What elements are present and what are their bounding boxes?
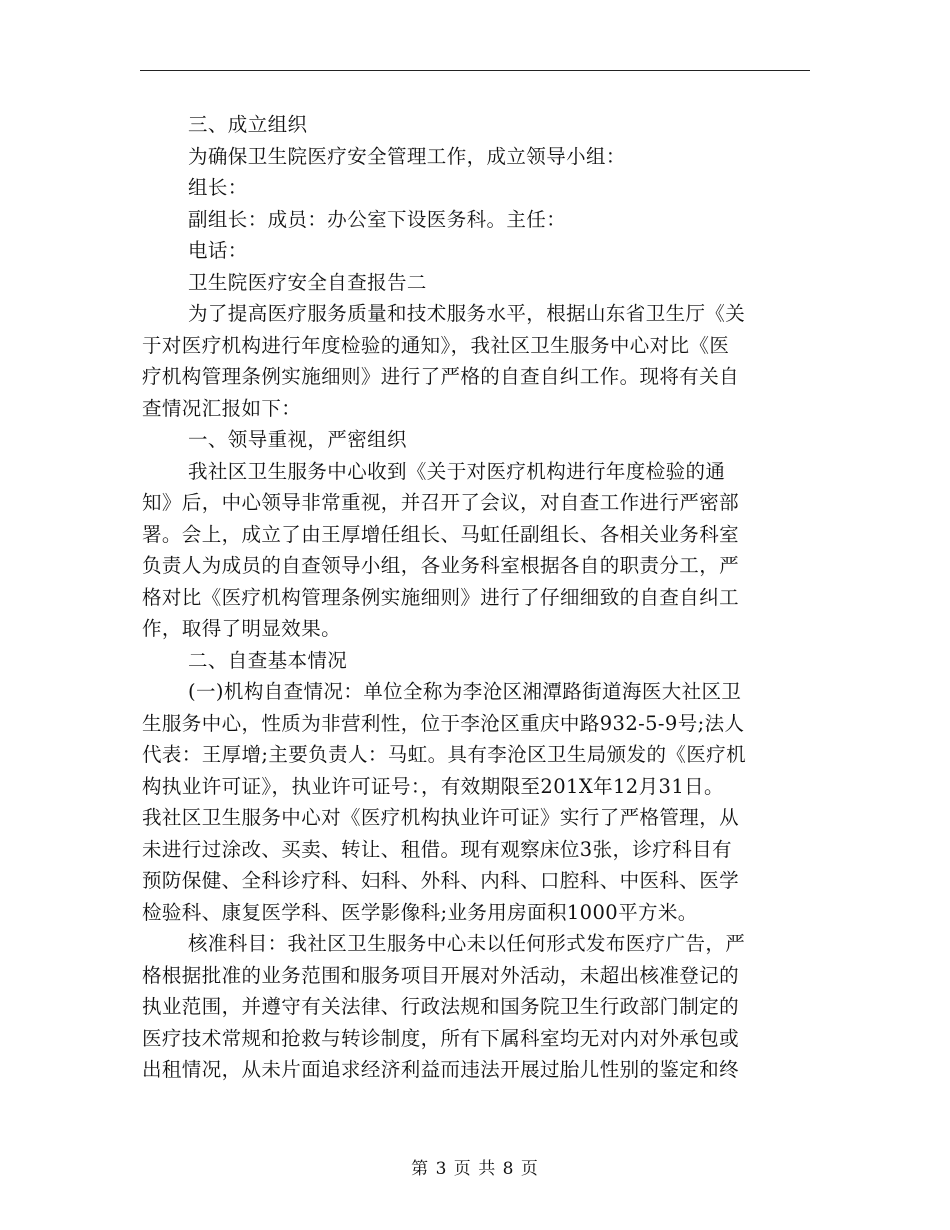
text-line: 代表：王厚增;主要负责人：马虹。具有李沧区卫生局颁发的《医疗机	[142, 743, 746, 766]
text-line: 格对比《医疗机构管理条例实施细则》进行了仔细细致的自查自纠工	[142, 585, 740, 609]
text-line: 医疗技术常规和抢救与转诊制度，所有下属科室均无对内对外承包或	[142, 1026, 740, 1050]
text-line: 我社区卫生服务中心对《医疗机构执业许可证》实行了严格管理，从	[142, 806, 740, 829]
text-line: 预防保健、全科诊疗科、妇科、外科、内科、口腔科、中医科、医学	[142, 869, 740, 892]
text-line: 知》后，中心领导非常重视，并召开了会议，对自查工作进行严密部	[142, 491, 740, 514]
document-body	[142, 109, 812, 1086]
text-line: 我社区卫生服务中心收到《关于对医疗机构进行年度检验的通	[188, 459, 726, 483]
text-line: (一)机构自查情况：单位全称为李沧区湘潭路街道海医大社区卫	[188, 680, 742, 703]
text-line: 为了提高医疗服务质量和技术服务水平，根据山东省卫生厅《关	[188, 302, 746, 325]
text-line: 疗机构管理条例实施细则》进行了严格的自查自纠工作。现将有关自	[142, 365, 740, 388]
text-line: 核准科目：我社区卫生服务中心未以任何形式发布医疗广告，严	[188, 932, 746, 955]
text-line: 电话：	[188, 239, 248, 262]
text-line: 负责人为成员的自查领导小组，各业务科室根据各自的职责分工，严	[142, 554, 740, 577]
text-line: 查情况汇报如下：	[142, 396, 302, 420]
text-line: 三、成立组织	[188, 113, 308, 136]
text-line: 检验科、康复医学科、医学影像科;业务用房面积1000平方米。	[142, 900, 698, 924]
header-rule	[140, 70, 810, 71]
text-line: 为确保卫生院医疗安全管理工作，成立领导小组：	[188, 144, 626, 168]
text-line: 格根据批准的业务范围和服务项目开展对外活动，未超出核准登记的	[142, 963, 740, 987]
text-line: 二、自查基本情况	[188, 648, 348, 672]
text-line: 署。会上，成立了由王厚增任组长、马虹任副组长、各相关业务科室	[142, 522, 740, 546]
text-line: 卫生院医疗安全自查报告二	[188, 270, 427, 294]
text-line: 执业范围，并遵守有关法律、行政法规和国务院卫生行政部门制定的	[142, 995, 740, 1018]
text-line: 副组长：成员：办公室下设医务科。主任：	[188, 207, 567, 231]
text-line: 组长：	[188, 176, 248, 199]
text-line: 未进行过涂改、买卖、转让、租借。现有观察床位3张，诊疗科目有	[142, 837, 732, 861]
text-line: 出租情况，从未片面追求经济利益而违法开展过胎儿性别的鉴定和终	[142, 1058, 740, 1081]
text-line: 于对医疗机构进行年度检验的通知》，我社区卫生服务中心对比《医	[142, 333, 730, 357]
text-line: 一、领导重视，严密组织	[188, 428, 407, 451]
text-line: 生服务中心，性质为非营利性，位于李沧区重庆中路932-5-9号;法人	[142, 711, 745, 735]
text-line: 构执业许可证》，执业许可证号：，有效期限至201X年12月31日。	[142, 774, 724, 798]
page-number: 第 3 页 共 8 页	[411, 1159, 539, 1179]
text-line: 作，取得了明显效果。	[142, 617, 342, 640]
